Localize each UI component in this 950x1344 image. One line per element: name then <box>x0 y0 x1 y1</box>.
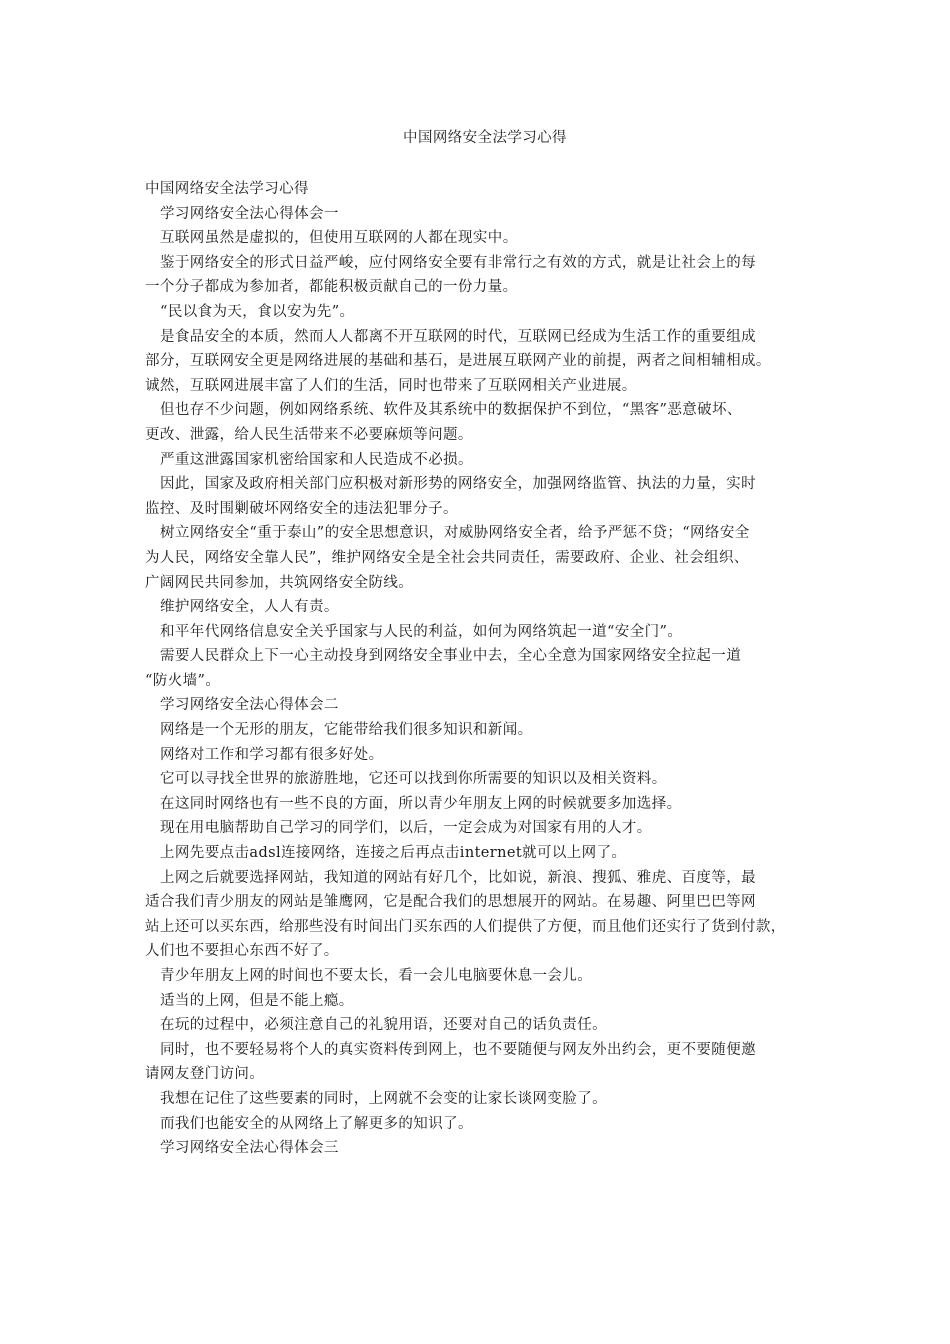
text-line: 人们也不要担心东西不好了。 <box>145 943 339 960</box>
text-line: 为人民，网络安全靠人民”，维护网络安全是全社会共同责任，需要政府、企业、社会组织、 <box>145 549 749 566</box>
text-line: 互联网虽然是虚拟的，但使用互联网的人都在现实中。 <box>160 230 518 247</box>
text-line: 现在用电脑帮助自己学习的同学们，以后，一定会成为对国家有用的人才。 <box>160 820 652 837</box>
text-line: 部分，互联网安全更是网络进展的基础和基石，是进展互联网产业的前提，两者之间相辅相成。 <box>145 353 771 370</box>
text-line: 和平年代网络信息安全关乎国家与人民的利益，如何为网络筑起一道“安全门”。 <box>160 623 683 640</box>
text-line: 上网先要点击adsl连接网络，连接之后再点击internet就可以上网了。 <box>160 845 627 862</box>
text-line: 站上还可以买东西，给那些没有时间出门买东西的人们提供了方便，而且他们还实行了货到付款， <box>145 918 786 935</box>
text-line: 我想在记住了这些要素的同时，上网就不会变的让家长谈网变脸了。 <box>160 1090 607 1107</box>
text-line: 一个分子都成为参加者，都能积极贡献自己的一份力量。 <box>145 279 518 296</box>
text-line: 同时，也不要轻易将个人的真实资料传到网上，也不要随便与网友外出约会，更不要随便邀 <box>160 1041 756 1058</box>
text-line: 而我们也能安全的从网络上了解更多的知识了。 <box>160 1115 473 1132</box>
text-line: 需要人民群众上下一心主动投身到网络安全事业中去，全心全意为国家网络安全拉起一道 <box>160 648 742 665</box>
text-line: 维护网络安全，人人有责。 <box>160 599 339 616</box>
text-line: 中国网络安全法学习心得 <box>145 181 309 197</box>
section-heading: 学习网络安全法心得体会二 <box>160 697 339 714</box>
text-line: 请网友登门访问。 <box>145 1066 265 1083</box>
text-line: 广阔网民共同参加，共筑网络安全防线。 <box>145 574 414 591</box>
text-line: 它可以寻找全世界的旅游胜地，它还可以找到你所需要的知识以及相关资料。 <box>160 771 667 788</box>
document-page <box>145 126 825 1161</box>
text-line: 在这同时网络也有一些不良的方面，所以青少年朋友上网的时候就要多加选择。 <box>160 795 682 812</box>
text-line: 鉴于网络安全的形式日益严峻，应付网络安全要有非常行之有效的方式，就是让社会上的每 <box>160 254 756 271</box>
section-heading: 学习网络安全法心得体会一 <box>160 205 339 222</box>
text-line: 是食品安全的本质，然而人人都离不开互联网的时代，互联网已经成为生活工作的重要组成 <box>160 328 756 345</box>
section-heading: 学习网络安全法心得体会三 <box>160 1140 339 1157</box>
text-line: 但也存不少问题，例如网络系统、软件及其系统中的数据保护不到位，“黑客”恶意破坏、 <box>160 402 742 419</box>
text-line: 上网之后就要选择网站，我知道的网站有好几个，比如说，新浪、搜狐、雅虎、百度等，最 <box>160 869 756 886</box>
text-line: 青少年朋友上网的时间也不要太长，看一会儿电脑要休息一会儿。 <box>160 968 593 984</box>
text-line: 严重这泄露国家机密给国家和人民造成不必损。 <box>160 451 473 468</box>
text-line: 因此，国家及政府相关部门应积极对新形势的网络安全，加强网络监管、执法的力量，实时 <box>160 476 756 493</box>
text-line: “防火墙”。 <box>145 672 221 689</box>
text-line: 适合我们青少朋友的网站是雏鹰网，它是配合我们的思想展开的网站。在易趣、阿里巴巴等网 <box>145 894 756 911</box>
text-line: 适当的上网，但是不能上瘾。 <box>160 992 354 1009</box>
text-line: “民以食为天，食以安为先”。 <box>160 303 355 320</box>
text-line: 树立网络安全“重于泰山”的安全思想意识，对威胁网络安全者，给予严惩不贷；“网络安全 <box>160 525 750 542</box>
text-line: 在玩的过程中，必须注意自己的礼貌用语，还要对自己的话负责任。 <box>160 1017 607 1034</box>
text-line: 更改、泄露，给人民生活带来不必要麻烦等问题。 <box>145 426 473 443</box>
text-line: 网络对工作和学习都有很多好处。 <box>160 746 384 763</box>
text-line: 诚然，互联网进展丰富了人们的生活，同时也带来了互联网相关产业进展。 <box>145 377 637 394</box>
document-title: 中国网络安全法学习心得 <box>403 130 567 146</box>
text-line: 监控、及时围剿破坏网络安全的违法犯罪分子。 <box>145 500 458 517</box>
text-line: 网络是一个无形的朋友，它能带给我们很多知识和新闻。 <box>160 722 533 739</box>
